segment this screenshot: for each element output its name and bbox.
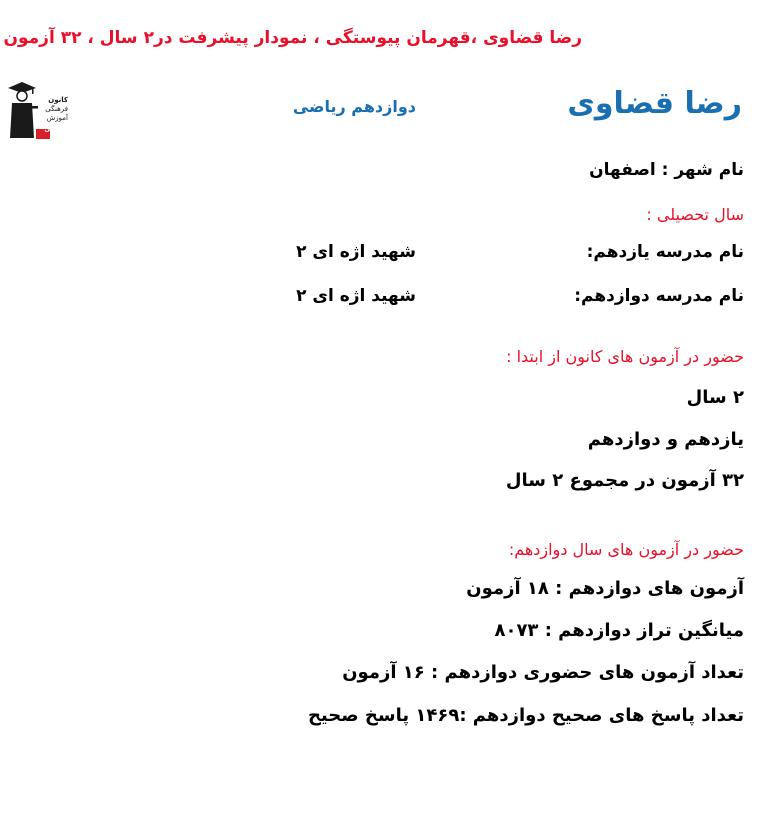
page-headline: رضا قضاوی ،قهرمان پیوستگی ، نمودار پیشرفت در۲ سال ، ۳۲ آزمون [3, 28, 582, 48]
student-name: رضا قضاوی [567, 86, 742, 121]
school-11-value: شهید اژه ای ۲ [296, 242, 416, 262]
attendance-total-exams: ۳۲ آزمون در مجموع ۲ سال [505, 470, 744, 491]
school-11-label: نام مدرسه یازدهم: [586, 242, 744, 262]
grade-label: دوازدهم ریاضی [292, 97, 416, 116]
attendance-years: ۲ سال [686, 387, 744, 408]
academic-year-label: سال تحصیلی : [646, 205, 744, 224]
logo-text-line: فرهنگی [45, 105, 68, 113]
logo-text-line: آموزش [46, 114, 68, 122]
logo-text-line: قلم چی [44, 126, 68, 133]
city-line: نام شهر : اصفهان [589, 160, 744, 180]
avg-score-12: میانگین تراز دوازدهم : ۸۰۷۳ [494, 620, 744, 641]
kanoon-logo [6, 76, 68, 140]
attendance-total-heading: حضور در آزمون های کانون از ابتدا : [506, 347, 744, 366]
attendance-grades: یازدهم و دوازدهم [587, 429, 744, 450]
in-person-exams-12: تعداد آزمون های حضوری دوازدهم : ۱۶ آزمون [342, 662, 744, 683]
logo-text-line: کانون [48, 96, 68, 104]
school-12-label: نام مدرسه دوازدهم: [574, 286, 744, 306]
school-12-value: شهید اژه ای ۲ [296, 286, 416, 306]
correct-answers-12: تعداد پاسخ های صحیح دوازدهم :۱۴۶۹ پاسخ صحیح [307, 705, 744, 726]
attendance-12-heading: حضور در آزمون های سال دوازدهم: [508, 540, 744, 559]
exam-count-12: آزمون های دوازدهم : ۱۸ آزمون [466, 578, 744, 599]
